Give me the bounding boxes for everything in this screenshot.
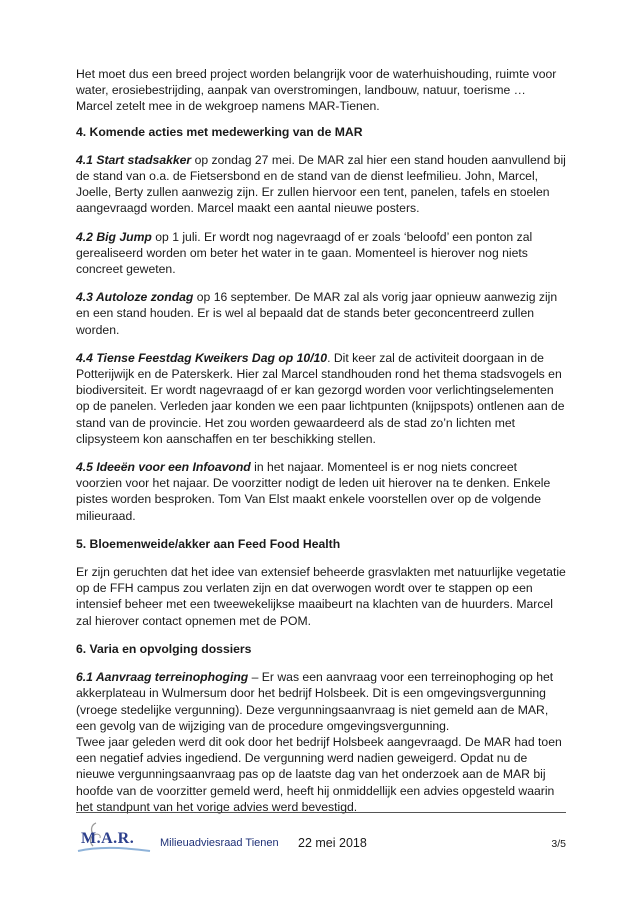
page-number: 3/5	[551, 838, 566, 850]
item-4-1-text: op zondag 27 mei. De MAR zal hier een stand houden aanvullend bij de stand van o.a. de Fietsersbond en de stand van de dienst leefmilieu. John, Marcel, Joelle, Berty zullen aanwezig zijn. Er zullen hiervoor een tent, panelen, tafels en stoelen aangevraagd worden. Marcel maakt een aantal nieuwe posters.	[76, 152, 566, 216]
logo-text: M.A.R.	[81, 830, 135, 847]
item-4-4	[76, 350, 566, 447]
item-4-5	[76, 459, 566, 524]
document-body	[76, 66, 566, 815]
mar-logo	[76, 820, 154, 856]
footer-divider	[76, 812, 566, 813]
item-6-1-title: 6.1 Aanvraag terreinophoging	[76, 670, 249, 685]
item-4-3-text: op 16 september. De MAR zal als vorig jaar opnieuw aanwezig zijn en een stand houden. Er is wel al bepaald dat de stands beter geconcentreerd zullen worden.	[76, 290, 558, 337]
item-4-4-title: 4.4 Tiense Feestdag Kweikers Dag op 10/10	[76, 350, 328, 365]
footer-date: 22 mei 2018	[298, 836, 367, 850]
section-4-heading: 4. Komende acties met medewerking van de MAR	[76, 124, 363, 139]
item-4-3-title: 4.3 Autoloze zondag	[76, 290, 194, 305]
item-4-3	[76, 289, 566, 338]
item-4-2-text: op 1 juli. Er wordt nog nagevraagd of er zoals ‘beloofd’ een ponton zal gerealiseerd worden om beter het water in te gaan. Momenteel is hierover nog niets concreet geweten.	[76, 229, 533, 277]
section-6-heading: 6. Varia en opvolging dossiers	[76, 641, 252, 656]
intro-paragraph-2: Marcel zetelt mee in de wekgroep namens MAR-Tienen.	[76, 99, 380, 114]
item-4-2	[76, 229, 566, 278]
item-4-2-title: 4.2 Big Jump	[76, 229, 152, 244]
item-4-1-title: 4.1 Start stadsakker	[76, 152, 192, 167]
item-6-1	[76, 669, 566, 734]
section-5-text: Er zijn geruchten dat het idee van extensief beheerde grasvlakten met natuurlijke vegetatie op de FFH campus zou verlaten zijn en dat overwogen wordt over te stappen op een intensief beheer met een tweewekelijkse maaibeurt na klachten van de huurders. Marcel zal hierover contact opnemen met de POM.	[76, 565, 566, 628]
page-footer	[76, 812, 566, 862]
section-5-heading: 5. Bloemenweide/akker aan Feed Food Health	[76, 536, 341, 551]
item-4-4-text: . Dit keer zal de activiteit doorgaan in de Potterijwijk en de Paterskerk. Hier zal Marcel standhouden rond het thema stadsvogels en biodiversiteit. Er wordt nagevraagd of er kan gezorgd worden voor verlichtingselementen op de panelen. Verleden jaar konden we een paar lichtpunten (knijpspots) ontlenen aan de stand van de provincie. Het zou worden gewaardeerd als de stad zo’n lichten met clipsysteem kon aanschaffen en ter beschikking stellen.	[76, 350, 565, 446]
item-4-5-title: 4.5 Ideeën voor een Infoavond	[76, 460, 251, 475]
organisation-name: Milieuadviesraad Tienen	[160, 837, 279, 849]
intro-paragraph: Het moet dus een breed project worden belangrijk voor de waterhuishouding, ruimte voor water, erosiebestrijding, aanpak van overstromingen, landbouw, natuur, toerisme …	[76, 67, 557, 98]
item-6-1-paragraph-2: Twee jaar geleden werd dit ook door het bedrijf Holsbeek aangevraagd. De MAR had toen een negatief advies ingediend. De vergunning werd nadien geweigerd. Opdat nu de nieuwe vergunningsaanvraag pas op de laatste dag van het onderzoek aan de MAR bij hoofde van de voorzitter gemeld werd, heeft hij onmiddellijk een advies opgesteld waarin het standpunt van het vorige advies werd bevestigd.	[76, 734, 562, 814]
item-6-1-text: – Er was een aanvraag voor een terreinophoging op het akkerplateau in Wulmersum door het bedrijf Holsbeek. Dit is een omgevingsvergunning (vroege stedelijke vergunning). Deze vergunningsaanvraag is niet gemeld aan de MAR, een gevolg van de wijziging van de procedure omgevingsvergunning.	[76, 670, 554, 733]
item-4-1	[76, 152, 566, 217]
item-4-5-text: in het najaar. Momenteel is er nog niets concreet voorzien voor het najaar. De voorzitter nodigt de leden uit hierover na te denken. Enkele pistes worden besproken. Tom Van Elst maakt enkele voorstellen over op de volgende milieuraad.	[76, 460, 551, 523]
